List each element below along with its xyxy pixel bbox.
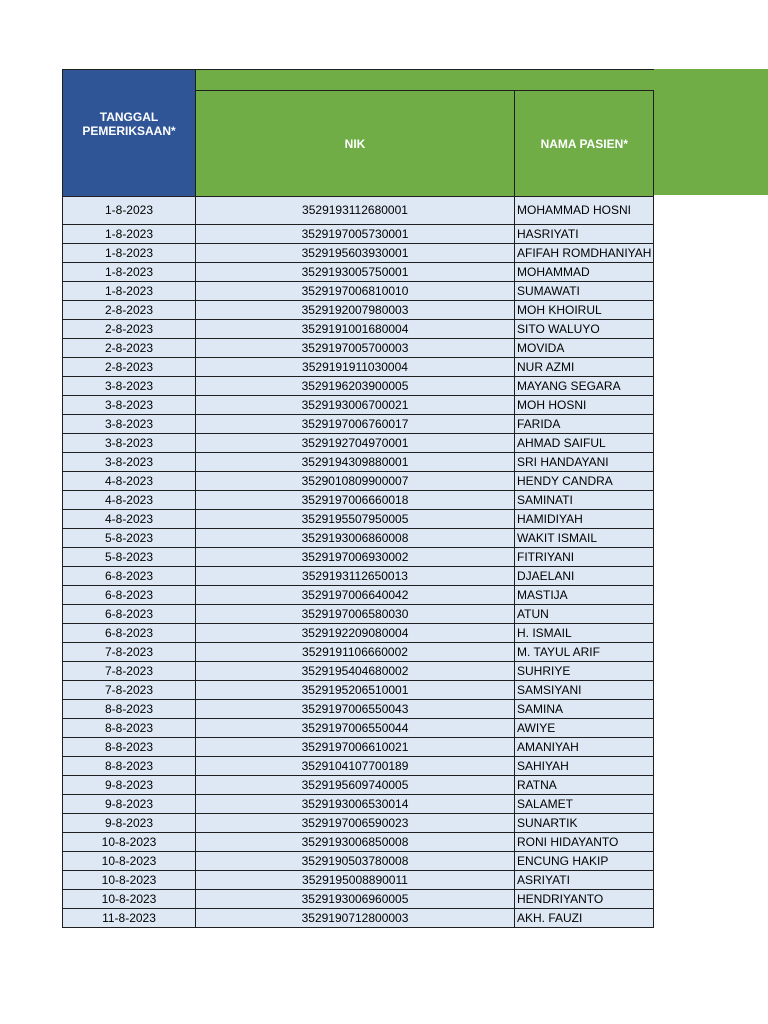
table-row[interactable] [63, 491, 654, 510]
date-cell[interactable]: 1-8-2023 [63, 197, 196, 225]
name-cell[interactable]: NUR AZMI [515, 358, 654, 377]
date-cell[interactable]: 1-8-2023 [63, 282, 196, 301]
table-row[interactable] [63, 197, 654, 225]
column-header-name[interactable]: NAMA PASIEN* [515, 91, 654, 197]
date-cell[interactable]: 4-8-2023 [63, 472, 196, 491]
header-green-fill [649, 69, 768, 195]
name-cell[interactable]: HASRIYATI [515, 225, 654, 244]
nik-cell[interactable]: 3529197005730001 [196, 225, 515, 244]
nik-cell[interactable]: 3529195507950005 [196, 510, 515, 529]
table-row[interactable] [63, 909, 654, 928]
name-cell[interactable]: MASTIJA [515, 586, 654, 605]
date-cell[interactable]: 10-8-2023 [63, 890, 196, 909]
table-row[interactable] [63, 453, 654, 472]
nik-cell[interactable]: 3529194309880001 [196, 453, 515, 472]
name-cell[interactable]: ASRIYATI [515, 871, 654, 890]
date-cell[interactable]: 2-8-2023 [63, 358, 196, 377]
nik-cell[interactable]: 3529197006610021 [196, 738, 515, 757]
patient-table [62, 69, 654, 928]
table-row[interactable] [63, 244, 654, 263]
name-cell[interactable]: RATNA [515, 776, 654, 795]
table-row[interactable] [63, 624, 654, 643]
name-cell[interactable]: H. ISMAIL [515, 624, 654, 643]
table-row[interactable] [63, 700, 654, 719]
date-cell[interactable]: 10-8-2023 [63, 852, 196, 871]
date-cell[interactable]: 7-8-2023 [63, 643, 196, 662]
nik-cell[interactable]: 3529193006850008 [196, 833, 515, 852]
nik-cell[interactable]: 3529195008890011 [196, 871, 515, 890]
nik-cell[interactable]: 3529193006530014 [196, 795, 515, 814]
date-cell[interactable]: 9-8-2023 [63, 795, 196, 814]
table-row[interactable] [63, 339, 654, 358]
nik-cell[interactable]: 3529195609740005 [196, 776, 515, 795]
nik-cell[interactable]: 3529192007980003 [196, 301, 515, 320]
column-header-date[interactable] [63, 70, 196, 197]
table-row[interactable] [63, 738, 654, 757]
table-row[interactable] [63, 681, 654, 700]
date-cell[interactable]: 8-8-2023 [63, 719, 196, 738]
nik-cell[interactable]: 3529196203900005 [196, 377, 515, 396]
nik-cell[interactable]: 3529191106660002 [196, 643, 515, 662]
nik-cell[interactable]: 3529195603930001 [196, 244, 515, 263]
table-header [63, 70, 654, 197]
name-cell[interactable]: HENDY CANDRA [515, 472, 654, 491]
date-cell[interactable]: 2-8-2023 [63, 320, 196, 339]
table-row[interactable] [63, 548, 654, 567]
date-cell[interactable]: 7-8-2023 [63, 681, 196, 700]
name-cell[interactable]: MAYANG SEGARA [515, 377, 654, 396]
nik-cell[interactable]: 3529197006810010 [196, 282, 515, 301]
table-row[interactable] [63, 757, 654, 776]
table-row[interactable] [63, 320, 654, 339]
name-cell[interactable]: SITO WALUYO [515, 320, 654, 339]
column-header-nik[interactable]: NIK [196, 91, 515, 197]
date-cell[interactable]: 8-8-2023 [63, 700, 196, 719]
name-cell[interactable]: SUMAWATI [515, 282, 654, 301]
date-cell[interactable]: 6-8-2023 [63, 624, 196, 643]
date-cell[interactable]: 3-8-2023 [63, 396, 196, 415]
name-cell[interactable]: SAHIYAH [515, 757, 654, 776]
table-row[interactable] [63, 301, 654, 320]
date-cell[interactable]: 3-8-2023 [63, 434, 196, 453]
table-body [63, 197, 654, 928]
nik-cell[interactable]: 3529193112680001 [196, 197, 515, 225]
table-row[interactable] [63, 225, 654, 244]
date-cell[interactable]: 5-8-2023 [63, 529, 196, 548]
nik-cell[interactable]: 3529197006590023 [196, 814, 515, 833]
nik-cell[interactable]: 3529193006700021 [196, 396, 515, 415]
table-row[interactable] [63, 472, 654, 491]
date-cell[interactable]: 3-8-2023 [63, 415, 196, 434]
nik-cell[interactable]: 3529197006660018 [196, 491, 515, 510]
table-row[interactable] [63, 890, 654, 909]
name-cell[interactable]: AMANIYAH [515, 738, 654, 757]
date-cell[interactable]: 2-8-2023 [63, 339, 196, 358]
nik-cell[interactable]: 3529190503780008 [196, 852, 515, 871]
table-row[interactable] [63, 814, 654, 833]
name-cell[interactable]: SUNARTIK [515, 814, 654, 833]
date-cell[interactable]: 4-8-2023 [63, 491, 196, 510]
nik-cell[interactable]: 3529191001680004 [196, 320, 515, 339]
table-row[interactable] [63, 776, 654, 795]
nik-cell[interactable]: 3529193005750001 [196, 263, 515, 282]
name-cell[interactable]: SRI HANDAYANI [515, 453, 654, 472]
date-cell[interactable]: 10-8-2023 [63, 833, 196, 852]
table-row[interactable] [63, 358, 654, 377]
table-row[interactable] [63, 643, 654, 662]
date-cell[interactable]: 8-8-2023 [63, 757, 196, 776]
name-cell[interactable]: AKH. FAUZI [515, 909, 654, 928]
nik-cell[interactable]: 3529197005700003 [196, 339, 515, 358]
name-cell[interactable]: MOHAMMAD HOSNI [515, 197, 654, 225]
nik-cell[interactable]: 3529197006930002 [196, 548, 515, 567]
date-cell[interactable]: 8-8-2023 [63, 738, 196, 757]
table-row[interactable] [63, 662, 654, 681]
name-cell[interactable]: AWIYE [515, 719, 654, 738]
date-cell[interactable]: 1-8-2023 [63, 244, 196, 263]
nik-cell[interactable]: 3529193006960005 [196, 890, 515, 909]
name-cell[interactable]: FARIDA [515, 415, 654, 434]
table-row[interactable] [63, 434, 654, 453]
date-cell[interactable]: 5-8-2023 [63, 548, 196, 567]
name-cell[interactable]: DJAELANI [515, 567, 654, 586]
name-cell[interactable]: MOHAMMAD [515, 263, 654, 282]
name-cell[interactable]: FITRIYANI [515, 548, 654, 567]
date-cell[interactable]: 11-8-2023 [63, 909, 196, 928]
date-cell[interactable]: 3-8-2023 [63, 377, 196, 396]
table-row[interactable] [63, 396, 654, 415]
column-header-date-label: TANGGAL PEMERIKSAAN* [82, 110, 176, 138]
name-cell[interactable]: WAKIT ISMAIL [515, 529, 654, 548]
name-cell[interactable]: SUHRIYE [515, 662, 654, 681]
table-row[interactable] [63, 529, 654, 548]
name-cell[interactable]: M. TAYUL ARIF [515, 643, 654, 662]
date-cell[interactable]: 1-8-2023 [63, 225, 196, 244]
date-cell[interactable]: 9-8-2023 [63, 776, 196, 795]
date-cell[interactable]: 3-8-2023 [63, 453, 196, 472]
nik-cell[interactable]: 3529193112650013 [196, 567, 515, 586]
table-row[interactable] [63, 795, 654, 814]
table-row[interactable] [63, 833, 654, 852]
name-cell[interactable]: RONI HIDAYANTO [515, 833, 654, 852]
date-cell[interactable]: 2-8-2023 [63, 301, 196, 320]
date-cell[interactable]: 6-8-2023 [63, 586, 196, 605]
name-cell[interactable]: SAMINA [515, 700, 654, 719]
header-spacer [196, 70, 654, 91]
nik-cell[interactable]: 3529190712800003 [196, 909, 515, 928]
nik-cell[interactable]: 3529197006550043 [196, 700, 515, 719]
nik-cell[interactable]: 3529197006760017 [196, 415, 515, 434]
name-cell[interactable]: HENDRIYANTO [515, 890, 654, 909]
nik-cell[interactable]: 3529195206510001 [196, 681, 515, 700]
table-row[interactable] [63, 282, 654, 301]
nik-cell[interactable]: 3529195404680002 [196, 662, 515, 681]
table-row[interactable] [63, 605, 654, 624]
table-row[interactable] [63, 871, 654, 890]
name-cell[interactable]: ENCUNG HAKIP [515, 852, 654, 871]
nik-cell[interactable]: 3529197006580030 [196, 605, 515, 624]
name-cell[interactable]: SAMINATI [515, 491, 654, 510]
table-row[interactable] [63, 415, 654, 434]
nik-cell[interactable]: 3529104107700189 [196, 757, 515, 776]
table-row[interactable] [63, 377, 654, 396]
nik-cell[interactable]: 3529193006860008 [196, 529, 515, 548]
date-cell[interactable]: 6-8-2023 [63, 567, 196, 586]
date-cell[interactable]: 6-8-2023 [63, 605, 196, 624]
nik-cell[interactable]: 3529191911030004 [196, 358, 515, 377]
table-row[interactable] [63, 719, 654, 738]
date-cell[interactable]: 9-8-2023 [63, 814, 196, 833]
table-row[interactable] [63, 510, 654, 529]
table-row[interactable] [63, 852, 654, 871]
date-cell[interactable]: 1-8-2023 [63, 263, 196, 282]
name-cell[interactable]: MOVIDA [515, 339, 654, 358]
nik-cell[interactable]: 3529192209080004 [196, 624, 515, 643]
nik-cell[interactable]: 3529010809900007 [196, 472, 515, 491]
name-cell[interactable]: AFIFAH ROMDHANIYAH [515, 244, 654, 263]
table-row[interactable] [63, 567, 654, 586]
nik-cell[interactable]: 3529192704970001 [196, 434, 515, 453]
nik-cell[interactable]: 3529197006550044 [196, 719, 515, 738]
name-cell[interactable]: SAMSIYANI [515, 681, 654, 700]
table-row[interactable] [63, 586, 654, 605]
date-cell[interactable]: 4-8-2023 [63, 510, 196, 529]
name-cell[interactable]: MOH KHOIRUL [515, 301, 654, 320]
name-cell[interactable]: ATUN [515, 605, 654, 624]
name-cell[interactable]: HAMIDIYAH [515, 510, 654, 529]
name-cell[interactable]: SALAMET [515, 795, 654, 814]
name-cell[interactable]: AHMAD SAIFUL [515, 434, 654, 453]
name-cell[interactable]: MOH HOSNI [515, 396, 654, 415]
table-row[interactable] [63, 263, 654, 282]
date-cell[interactable]: 7-8-2023 [63, 662, 196, 681]
date-cell[interactable]: 10-8-2023 [63, 871, 196, 890]
nik-cell[interactable]: 3529197006640042 [196, 586, 515, 605]
